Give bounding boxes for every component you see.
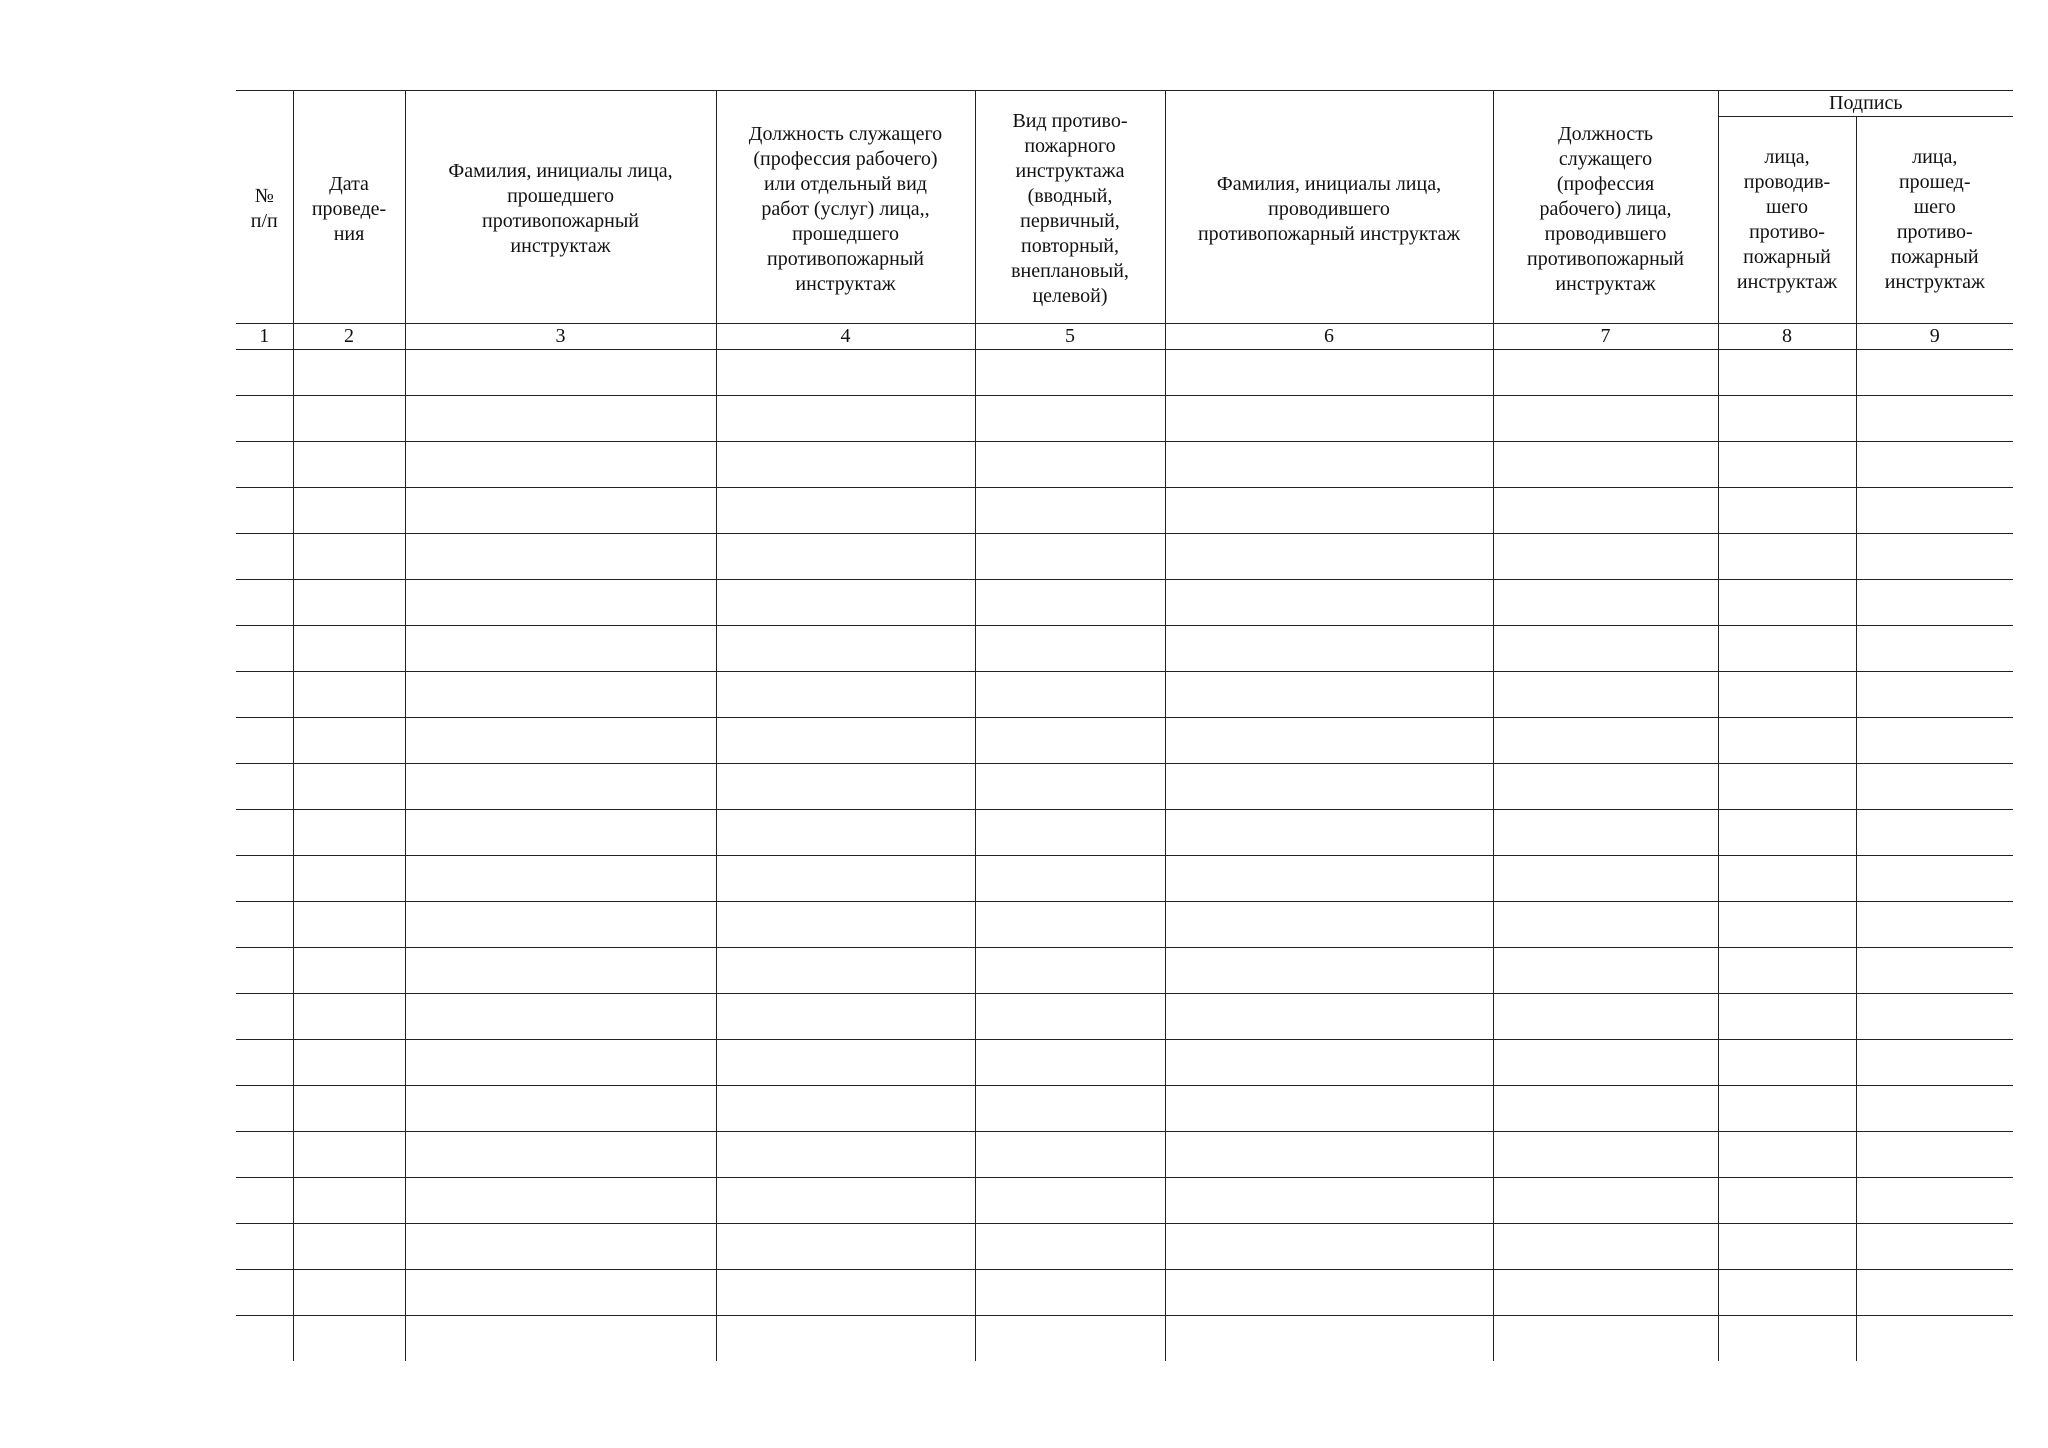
- table-cell[interactable]: [1493, 626, 1718, 672]
- header-cell-trainee-name: [405, 91, 716, 324]
- table-cell[interactable]: [1718, 994, 1856, 1040]
- header-text: Дата проведе- ния: [311, 172, 387, 245]
- table-cell[interactable]: [1856, 534, 2013, 580]
- table-row: [236, 534, 2013, 580]
- table-cell[interactable]: [405, 1270, 716, 1316]
- table-cell[interactable]: [716, 902, 975, 948]
- table-row: [236, 488, 2013, 534]
- table-cell[interactable]: [405, 396, 716, 442]
- table-cell[interactable]: [1718, 856, 1856, 902]
- table-row: [236, 718, 2013, 764]
- table-cell[interactable]: [405, 1086, 716, 1132]
- table-cell[interactable]: [716, 1040, 975, 1086]
- table-cell[interactable]: [405, 1316, 716, 1362]
- column-number: 5: [975, 324, 1165, 350]
- table-cell[interactable]: [1493, 718, 1718, 764]
- table-cell[interactable]: [1165, 534, 1493, 580]
- table-cell[interactable]: [1493, 1316, 1718, 1362]
- table-row: [236, 672, 2013, 718]
- table-cell[interactable]: [405, 488, 716, 534]
- table-cell[interactable]: [293, 1086, 405, 1132]
- table-cell[interactable]: [293, 488, 405, 534]
- table-cell[interactable]: [1493, 1086, 1718, 1132]
- table-cell[interactable]: [236, 1316, 293, 1362]
- table-cell[interactable]: [1493, 856, 1718, 902]
- table-cell[interactable]: [293, 810, 405, 856]
- table-cell[interactable]: [1493, 764, 1718, 810]
- table-cell[interactable]: [1856, 442, 2013, 488]
- table-cell[interactable]: [975, 488, 1165, 534]
- table-cell[interactable]: [1165, 1316, 1493, 1362]
- table-cell[interactable]: [716, 1132, 975, 1178]
- table-cell[interactable]: [293, 672, 405, 718]
- table-cell[interactable]: [975, 534, 1165, 580]
- column-number: 9: [1856, 324, 2013, 350]
- header-text: Фамилия, инициалы лица, прошедшего противопожарный инструктаж: [448, 160, 673, 257]
- table-cell[interactable]: [716, 1224, 975, 1270]
- column-number: 4: [716, 324, 975, 350]
- table-cell[interactable]: [405, 350, 716, 396]
- table-cell[interactable]: [975, 1086, 1165, 1132]
- table-row: [236, 948, 2013, 994]
- table-cell[interactable]: [975, 810, 1165, 856]
- table-cell[interactable]: [1856, 764, 2013, 810]
- table-cell[interactable]: [1856, 1132, 2013, 1178]
- header-cell-number: [236, 91, 293, 324]
- table-cell[interactable]: [975, 442, 1165, 488]
- table-cell[interactable]: [1856, 1316, 2013, 1362]
- table-cell[interactable]: [716, 1270, 975, 1316]
- table-row: [236, 902, 2013, 948]
- table-cell[interactable]: [1165, 856, 1493, 902]
- table-cell[interactable]: [293, 856, 405, 902]
- table-cell[interactable]: [975, 902, 1165, 948]
- table-cell[interactable]: [975, 1316, 1165, 1362]
- table-row: [236, 1040, 2013, 1086]
- header-cell-trainee-signature: [1856, 117, 2013, 324]
- table-cell[interactable]: [236, 442, 293, 488]
- table-row: [236, 442, 2013, 488]
- table-row: [236, 764, 2013, 810]
- table-cell[interactable]: [1165, 1270, 1493, 1316]
- table-cell[interactable]: [293, 948, 405, 994]
- column-number: 6: [1165, 324, 1493, 350]
- table-cell[interactable]: [293, 1224, 405, 1270]
- table-cell[interactable]: [405, 1178, 716, 1224]
- table-cell[interactable]: [975, 1040, 1165, 1086]
- table-row: [236, 856, 2013, 902]
- table-cell[interactable]: [1493, 1132, 1718, 1178]
- table-cell[interactable]: [716, 350, 975, 396]
- table-cell[interactable]: [975, 948, 1165, 994]
- table-cell[interactable]: [293, 764, 405, 810]
- table-cell[interactable]: [293, 1316, 405, 1362]
- table-cell[interactable]: [236, 856, 293, 902]
- header-text: лица, прошед- шего противо- пожарный инструктаж: [1884, 146, 1985, 293]
- header-cell-signature-group: Подпись: [1718, 91, 2013, 117]
- table-cell[interactable]: [1493, 902, 1718, 948]
- table-cell[interactable]: [716, 948, 975, 994]
- column-number: 2: [293, 324, 405, 350]
- table-cell[interactable]: [1493, 1040, 1718, 1086]
- header-cell-briefing-type: [975, 91, 1165, 324]
- column-number-row: [236, 324, 2013, 350]
- header-text: Вид противо- пожарного инструктажа (вводный, первичный, повторный, внеплановый, целевой): [1011, 110, 1129, 307]
- table-row: [236, 1132, 2013, 1178]
- table-cell[interactable]: [293, 1270, 405, 1316]
- header-text: № п/п: [250, 185, 278, 232]
- table-cell[interactable]: [405, 718, 716, 764]
- table-cell[interactable]: [716, 626, 975, 672]
- table-cell[interactable]: [293, 626, 405, 672]
- table-cell[interactable]: [405, 994, 716, 1040]
- table-cell[interactable]: [1718, 1132, 1856, 1178]
- table-cell[interactable]: [1165, 488, 1493, 534]
- table-cell[interactable]: [293, 442, 405, 488]
- table-cell[interactable]: [716, 810, 975, 856]
- table-cell[interactable]: [716, 580, 975, 626]
- table-cell[interactable]: [1856, 672, 2013, 718]
- table-cell[interactable]: [1493, 1224, 1718, 1270]
- table-cell[interactable]: [1856, 350, 2013, 396]
- table-cell[interactable]: [1165, 1040, 1493, 1086]
- table-row: [236, 580, 2013, 626]
- table-cell[interactable]: [1856, 488, 2013, 534]
- table-cell[interactable]: [716, 1316, 975, 1362]
- table-cell[interactable]: [975, 396, 1165, 442]
- table-cell[interactable]: [1165, 396, 1493, 442]
- table-cell[interactable]: [1856, 1178, 2013, 1224]
- table-cell[interactable]: [1493, 1270, 1718, 1316]
- table-cell[interactable]: [293, 1132, 405, 1178]
- column-number: 8: [1718, 324, 1856, 350]
- table-cell[interactable]: [1718, 396, 1856, 442]
- table-cell[interactable]: [1718, 1040, 1856, 1086]
- table-row: [236, 1270, 2013, 1316]
- table-cell[interactable]: [1856, 902, 2013, 948]
- table-cell[interactable]: [236, 902, 293, 948]
- table-cell[interactable]: [975, 764, 1165, 810]
- table-cell[interactable]: [236, 1086, 293, 1132]
- table-cell[interactable]: [975, 626, 1165, 672]
- column-number: 7: [1493, 324, 1718, 350]
- table-cell[interactable]: [405, 1132, 716, 1178]
- table-cell[interactable]: [1165, 810, 1493, 856]
- table-cell[interactable]: [975, 350, 1165, 396]
- header-text: лица, проводив- шего противо- пожарный инструктаж: [1736, 146, 1838, 293]
- table-cell[interactable]: [975, 718, 1165, 764]
- table-cell[interactable]: [1718, 1224, 1856, 1270]
- table-cell[interactable]: [1718, 442, 1856, 488]
- table-cell[interactable]: [236, 488, 293, 534]
- table-cell[interactable]: [405, 672, 716, 718]
- table-cell[interactable]: [1165, 994, 1493, 1040]
- table-cell[interactable]: [293, 718, 405, 764]
- table-cell[interactable]: [1718, 718, 1856, 764]
- table-cell[interactable]: [716, 718, 975, 764]
- table-cell[interactable]: [1165, 442, 1493, 488]
- table-row: [236, 1316, 2013, 1362]
- table-cell[interactable]: [1493, 350, 1718, 396]
- table-cell[interactable]: [293, 1040, 405, 1086]
- column-number: 1: [236, 324, 293, 350]
- table-cell[interactable]: [1856, 396, 2013, 442]
- header-cell-instructor-signature: [1718, 117, 1856, 324]
- table-cell[interactable]: [975, 1178, 1165, 1224]
- table-cell[interactable]: [1493, 442, 1718, 488]
- table-cell[interactable]: [975, 856, 1165, 902]
- table-row: [236, 626, 2013, 672]
- table-cell[interactable]: [1493, 948, 1718, 994]
- table-cell[interactable]: [1718, 488, 1856, 534]
- table-cell[interactable]: [236, 764, 293, 810]
- table-cell[interactable]: [1493, 672, 1718, 718]
- table-cell[interactable]: [405, 856, 716, 902]
- table-cell[interactable]: [1718, 1178, 1856, 1224]
- table-cell[interactable]: [293, 350, 405, 396]
- table-cell[interactable]: [1493, 488, 1718, 534]
- table-row: [236, 1086, 2013, 1132]
- table-cell[interactable]: [236, 810, 293, 856]
- table-cell[interactable]: [1718, 626, 1856, 672]
- table-cell[interactable]: [1718, 534, 1856, 580]
- table-cell[interactable]: [405, 764, 716, 810]
- table-cell[interactable]: [1493, 1178, 1718, 1224]
- table-cell[interactable]: [716, 764, 975, 810]
- table-row: [236, 350, 2013, 396]
- table-cell[interactable]: [1493, 396, 1718, 442]
- table-cell[interactable]: [1856, 1224, 2013, 1270]
- table-cell[interactable]: [1856, 948, 2013, 994]
- table-cell[interactable]: [1856, 1086, 2013, 1132]
- table-cell[interactable]: [1493, 534, 1718, 580]
- table-cell[interactable]: [716, 396, 975, 442]
- table-cell[interactable]: [975, 672, 1165, 718]
- table-cell[interactable]: [236, 1178, 293, 1224]
- table-cell[interactable]: [236, 350, 293, 396]
- table-cell[interactable]: [236, 1224, 293, 1270]
- table-cell[interactable]: [716, 1178, 975, 1224]
- table-cell[interactable]: [975, 1132, 1165, 1178]
- table-row: [236, 810, 2013, 856]
- table-cell[interactable]: [1165, 948, 1493, 994]
- table-cell[interactable]: [293, 902, 405, 948]
- table-cell[interactable]: [293, 396, 405, 442]
- table-cell[interactable]: [716, 1086, 975, 1132]
- header-text: Должность служащего (профессия рабочего) лица, проводившего противопожарный инструктаж: [1527, 122, 1684, 295]
- table-cell[interactable]: [1165, 1224, 1493, 1270]
- table-cell[interactable]: [1718, 580, 1856, 626]
- table-cell[interactable]: [1718, 764, 1856, 810]
- table-cell[interactable]: [716, 442, 975, 488]
- table-cell[interactable]: [236, 580, 293, 626]
- table-cell[interactable]: [236, 1270, 293, 1316]
- table-cell[interactable]: [405, 442, 716, 488]
- table-cell[interactable]: [293, 1178, 405, 1224]
- table-cell[interactable]: [716, 488, 975, 534]
- table-cell[interactable]: [1165, 902, 1493, 948]
- table-cell[interactable]: [1718, 672, 1856, 718]
- table-cell[interactable]: [236, 396, 293, 442]
- table-cell[interactable]: [405, 948, 716, 994]
- table-row: [236, 396, 2013, 442]
- table-cell[interactable]: [1856, 1270, 2013, 1316]
- table-cell[interactable]: [975, 1270, 1165, 1316]
- table-cell[interactable]: [293, 580, 405, 626]
- table-cell[interactable]: [236, 994, 293, 1040]
- table-cell[interactable]: [1718, 1316, 1856, 1362]
- table-cell[interactable]: [1856, 856, 2013, 902]
- table-cell[interactable]: [236, 948, 293, 994]
- table-cell[interactable]: [975, 580, 1165, 626]
- table-cell[interactable]: [975, 994, 1165, 1040]
- table-cell[interactable]: [293, 534, 405, 580]
- header-text: Фамилия, инициалы лица, проводившего противопожарный инструктаж: [1197, 172, 1461, 245]
- table-cell[interactable]: [716, 994, 975, 1040]
- header-text: Должность служащего (профессия рабочего) или отдельный вид работ (услуг) лица,, прошедшего противопожарный инструктаж: [748, 122, 943, 295]
- header-cell-instructor-position: [1493, 91, 1718, 324]
- table-cell[interactable]: [1718, 902, 1856, 948]
- table-cell[interactable]: [405, 1224, 716, 1270]
- table-cell[interactable]: [1856, 626, 2013, 672]
- table-row: [236, 994, 2013, 1040]
- table-cell[interactable]: [1165, 1086, 1493, 1132]
- table-cell[interactable]: [293, 994, 405, 1040]
- table-cell[interactable]: [975, 1224, 1165, 1270]
- table-cell[interactable]: [1856, 994, 2013, 1040]
- table-cell[interactable]: [1856, 718, 2013, 764]
- table-cell[interactable]: [1493, 580, 1718, 626]
- table-cell[interactable]: [1856, 1040, 2013, 1086]
- table-cell[interactable]: [1165, 1132, 1493, 1178]
- table-cell[interactable]: [405, 810, 716, 856]
- table-cell[interactable]: [1165, 672, 1493, 718]
- table-cell[interactable]: [1165, 718, 1493, 764]
- table-cell[interactable]: [236, 718, 293, 764]
- table-cell[interactable]: [1718, 1086, 1856, 1132]
- table-cell[interactable]: [405, 580, 716, 626]
- table-cell[interactable]: [1856, 580, 2013, 626]
- table-cell[interactable]: [1718, 1270, 1856, 1316]
- table-cell[interactable]: [236, 626, 293, 672]
- table-cell[interactable]: [1165, 350, 1493, 396]
- table-cell[interactable]: [716, 534, 975, 580]
- table-cell[interactable]: [716, 672, 975, 718]
- table-cell[interactable]: [1165, 764, 1493, 810]
- table-cell[interactable]: [1165, 626, 1493, 672]
- table-row: [236, 1178, 2013, 1224]
- table-cell[interactable]: [1718, 810, 1856, 856]
- table-cell[interactable]: [1165, 580, 1493, 626]
- table-cell[interactable]: [236, 672, 293, 718]
- table-cell[interactable]: [1856, 810, 2013, 856]
- table-cell[interactable]: [405, 534, 716, 580]
- header-cell-trainee-position: [716, 91, 975, 324]
- table-cell[interactable]: [1493, 994, 1718, 1040]
- header-cell-instructor-name: [1165, 91, 1493, 324]
- table-row: [236, 1224, 2013, 1270]
- table-cell[interactable]: [1493, 810, 1718, 856]
- table-cell[interactable]: [1165, 1178, 1493, 1224]
- column-number: 3: [405, 324, 716, 350]
- table-cell[interactable]: [405, 626, 716, 672]
- table-cell[interactable]: [405, 902, 716, 948]
- header-cell-date: [293, 91, 405, 324]
- table-cell[interactable]: [1718, 350, 1856, 396]
- fire-safety-briefing-journal-table: [236, 90, 2013, 1361]
- table-cell[interactable]: [236, 1040, 293, 1086]
- table-cell[interactable]: [1718, 948, 1856, 994]
- table-cell[interactable]: [716, 856, 975, 902]
- table-cell[interactable]: [236, 1132, 293, 1178]
- table-cell[interactable]: [236, 534, 293, 580]
- table-cell[interactable]: [405, 1040, 716, 1086]
